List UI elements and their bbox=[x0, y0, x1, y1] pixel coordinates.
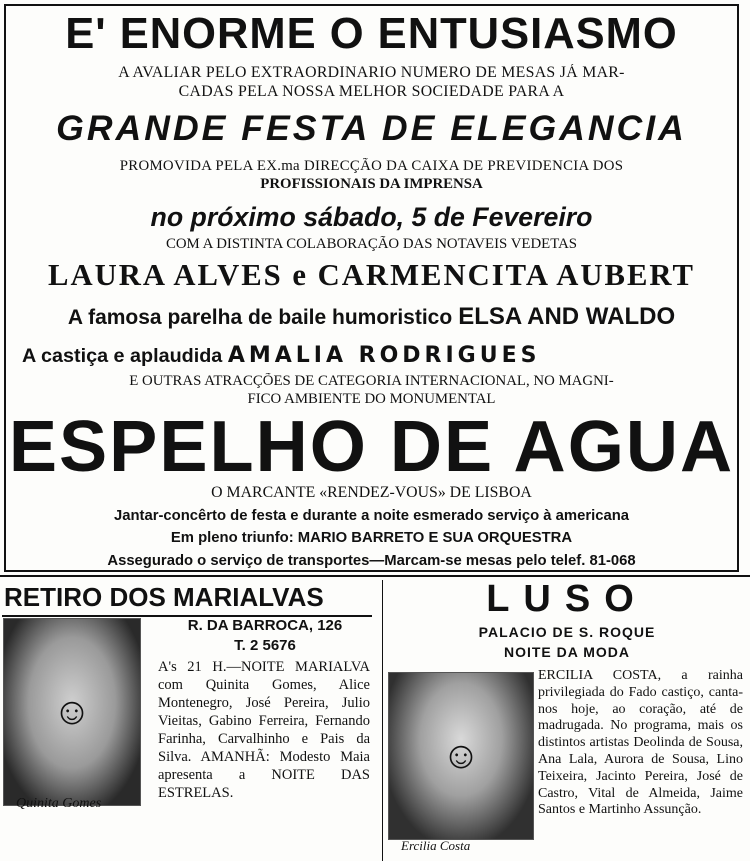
other-attractions-line-2: FICO AMBIENTE DO MONUMENTAL bbox=[247, 391, 496, 407]
luso-body-text: ERCILIA COSTA, a rainha privilegiada do Fado castiço, canta-nos hoje, ao coração, até de madrugada. No programa, mais os distintos artistas Deolinda de Sousa, Ana Lala, Aurora de Sousa, Lino Teixeira, Jacinto Pereira, José de Castro, Vital de Almeida, Jaime Santos e Martinho Assunção. bbox=[538, 668, 743, 818]
promoter-line-2: PROFISSIONAIS DA IMPRENSA bbox=[260, 176, 483, 192]
retiro-advertisement bbox=[0, 580, 380, 850]
intro-line-2: CADAS PELA NOSSA MELHOR SOCIEDADE PARA A bbox=[178, 83, 565, 100]
orchestra-line: Em pleno triunfo: MARIO BARRETO E SUA ORQUESTRA bbox=[170, 530, 573, 546]
event-title: GRANDE FESTA DE ELEGANCIA bbox=[56, 108, 687, 148]
transport-line: Assegurado o serviço de transportes—Marcam-se mesas pelo telef. 81-068 bbox=[107, 553, 636, 569]
amalia-prefix: A castiça e aplaudida bbox=[22, 345, 223, 367]
luso-title: LUSO bbox=[486, 578, 648, 620]
dance-pair-prefix: A famosa parelha de baile humoristico bbox=[67, 306, 453, 329]
amalia-line bbox=[6, 343, 737, 368]
retiro-photo-caption: Quinita Gomes bbox=[16, 796, 102, 811]
luso-venue: PALACIO DE S. ROQUE bbox=[478, 624, 656, 640]
retiro-portrait-photo bbox=[3, 618, 141, 806]
venue-tagline: O MARCANTE «RENDEZ-VOUS» DE LISBOA bbox=[211, 484, 532, 501]
event-date: no próximo sábado, 5 de Fevereiro bbox=[150, 202, 593, 232]
portrait-photo-icon: ☺ bbox=[441, 735, 481, 777]
headline: E' ENORME O ENTUSIASMO bbox=[65, 10, 678, 58]
luso-portrait-photo bbox=[388, 672, 534, 840]
intro-line-1: A AVALIAR PELO EXTRAORDINARIO NUMERO DE MESAS JÁ MAR- bbox=[118, 64, 625, 81]
luso-advertisement bbox=[382, 580, 750, 861]
dance-pair-name: ELSA AND WALDO bbox=[458, 303, 676, 330]
other-attractions-line-1: E OUTRAS ATRACÇÕES DE CATEGORIA INTERNACIONAL, NO MAGNI- bbox=[129, 373, 614, 389]
promoter-line-1: PROMOVIDA PELA EX.ma DIRECÇÃO DA CAIXA DE PREVIDENCIA DOS bbox=[119, 158, 624, 174]
retiro-address: R. DA BARROCA, 126 bbox=[187, 617, 343, 634]
luso-event: NOITE DA MODA bbox=[503, 644, 631, 660]
star-performers: LAURA ALVES e CARMENCITA AUBERT bbox=[48, 258, 695, 292]
main-advertisement bbox=[4, 4, 739, 572]
venue-name: ESPELHO DE AGUA bbox=[8, 407, 735, 487]
section-divider bbox=[0, 575, 750, 577]
amalia-name: AMALIA RODRIGUES bbox=[227, 343, 541, 368]
dinner-line: Jantar-concêrto de festa e durante a noite esmerado serviço à americana bbox=[113, 508, 630, 524]
retiro-body-text: A's 21 H.—NOITE MARIALVA com Quinita Gomes, Alice Montenegro, José Pereira, Julio Vieitas, Gabino Ferreira, Fernando Farinha, Carvalhinho e Pais da Silva. AMANHÃ: Modesto Maia apresenta a NOITE DAS ESTRELAS. bbox=[158, 659, 370, 801]
luso-photo-caption: Ercilia Costa bbox=[401, 838, 471, 853]
retiro-phone: T. 2 5676 bbox=[234, 637, 296, 654]
portrait-photo-icon: ☺ bbox=[52, 691, 92, 733]
collaboration-line: COM A DISTINTA COLABORAÇÃO DAS NOTAVEIS VEDETAS bbox=[165, 236, 578, 252]
retiro-title: RETIRO DOS MARIALVAS bbox=[4, 582, 324, 612]
dance-pair-line bbox=[6, 303, 737, 331]
